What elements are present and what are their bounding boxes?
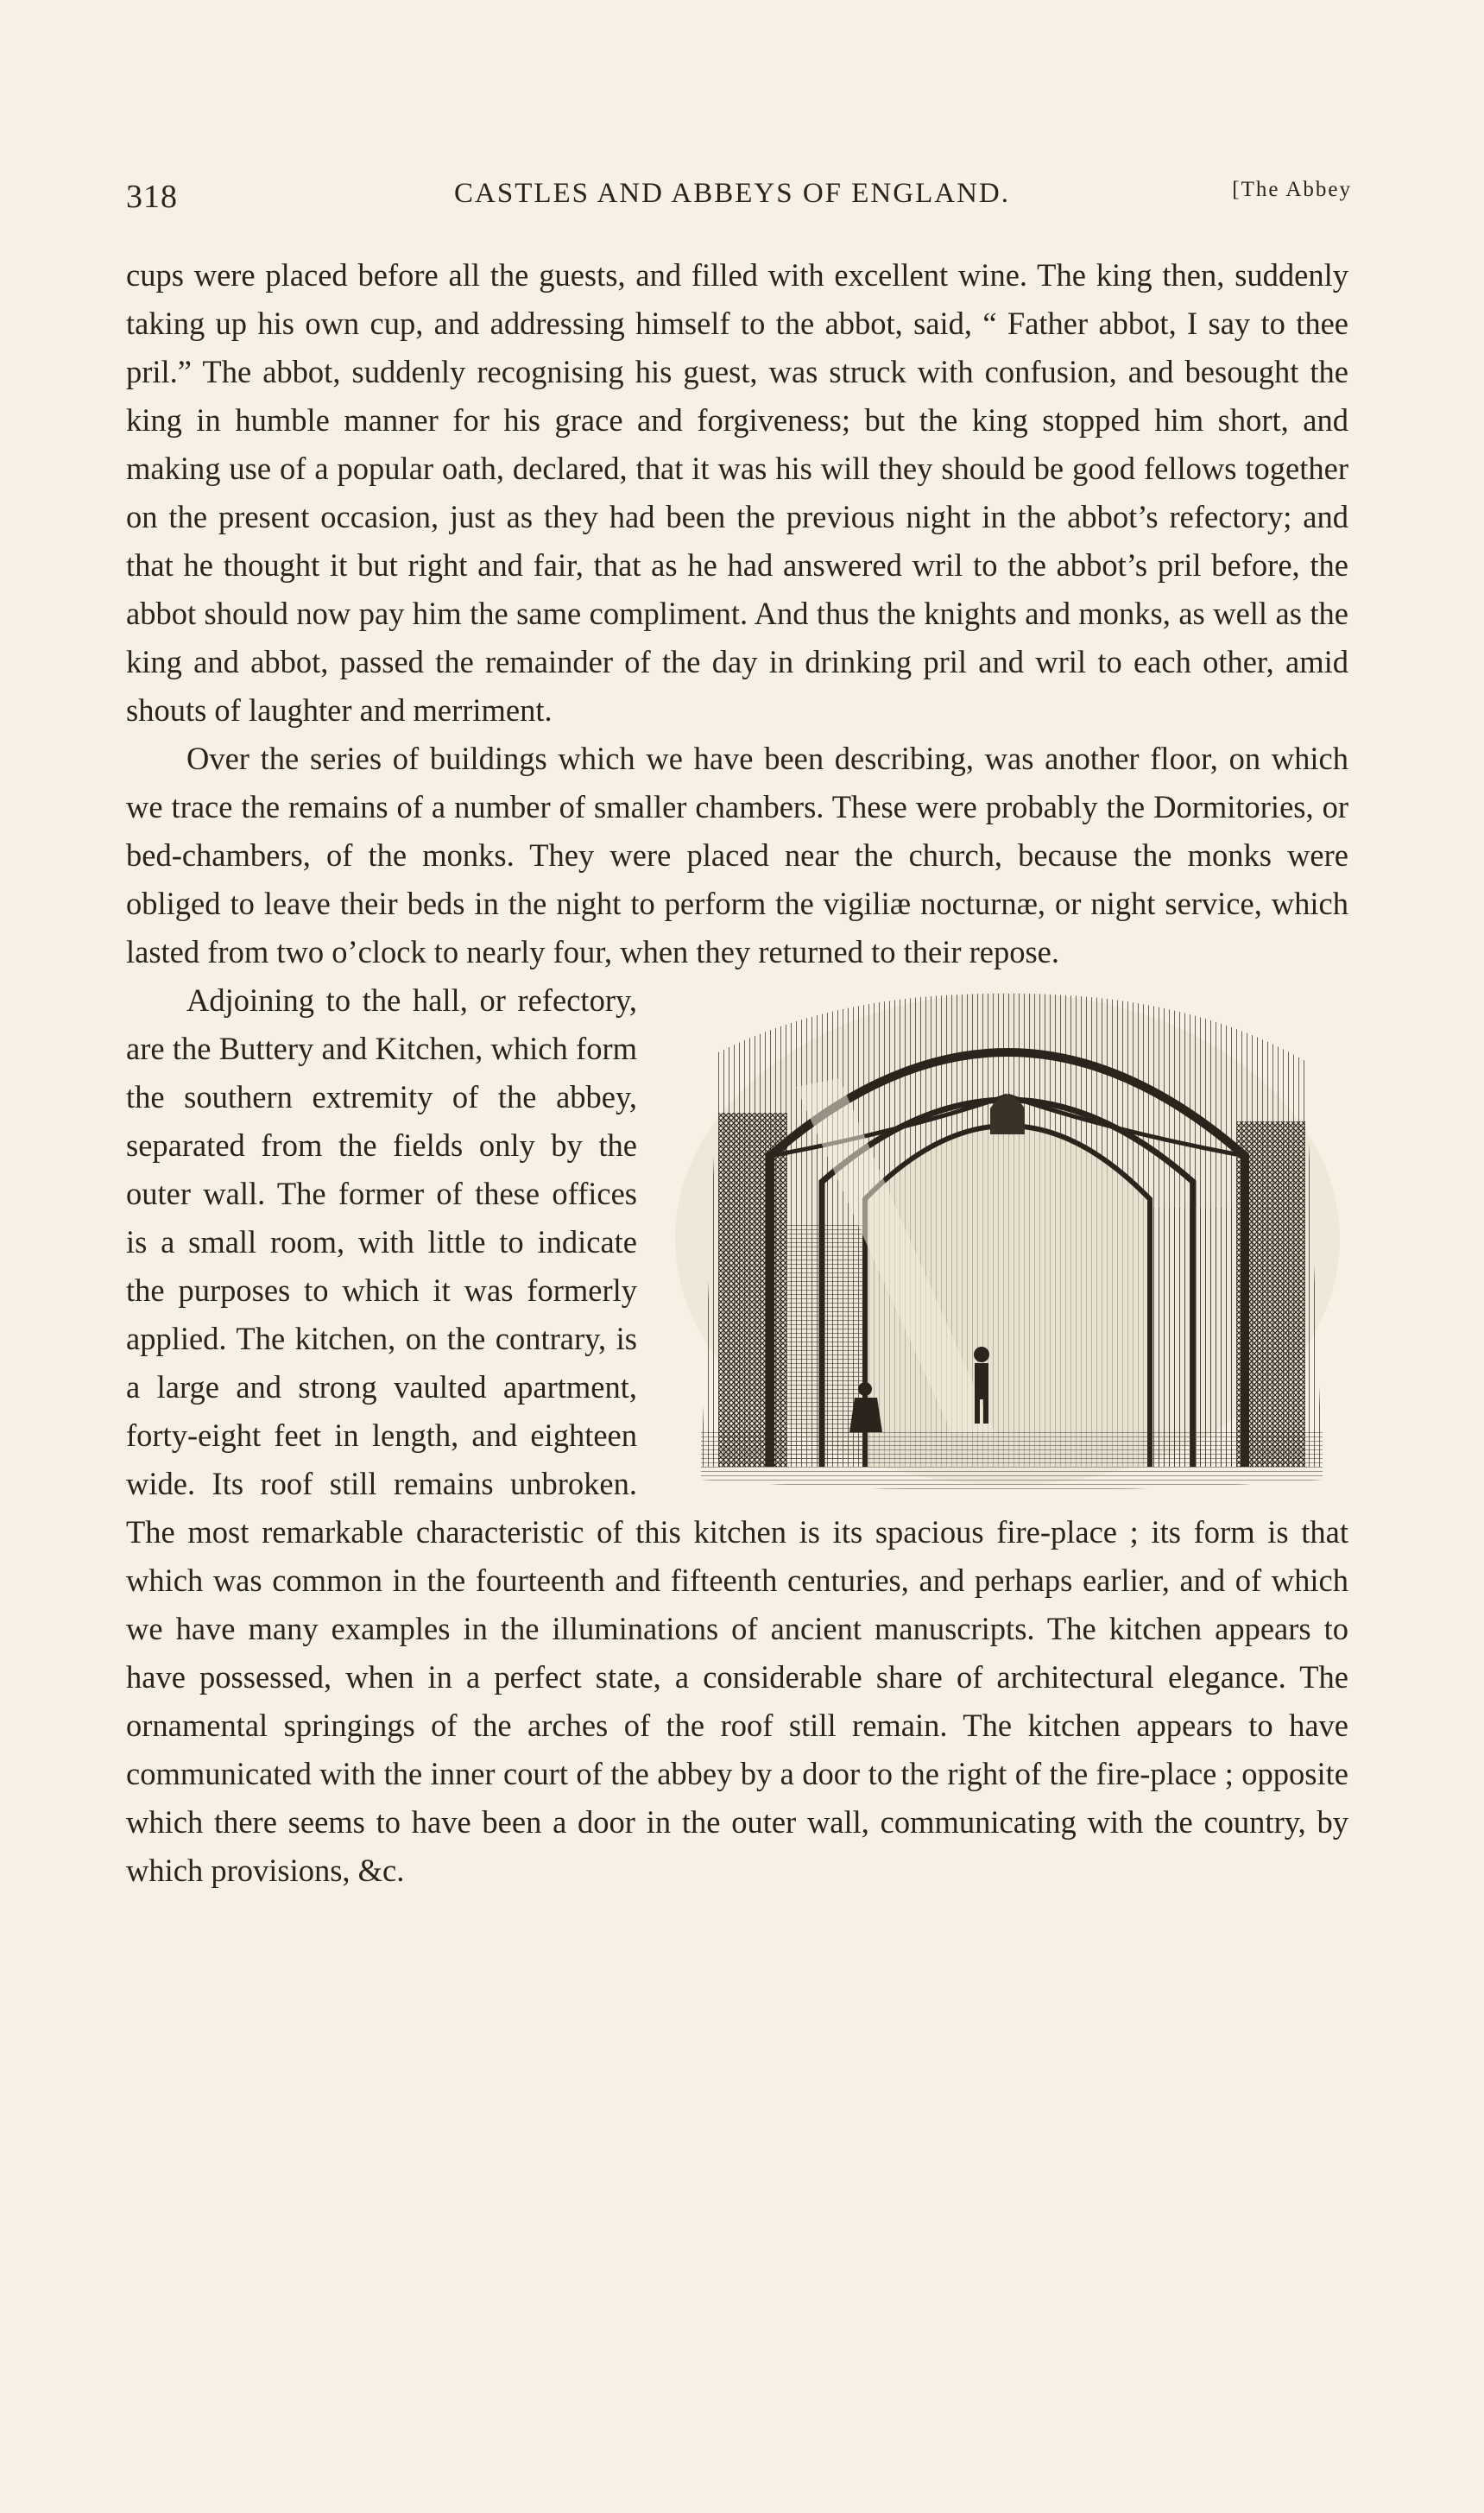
paragraph-1: cups were placed before all the guests, and filled with excellent wine. The king then, suddenly taking up his own cup, and addressing himself to the abbot, said, “ Father abbot, I say to thee pril.” The abbot, suddenly recognising his guest, was struck with confusion, and besought the king in humble manner for his grace and forgiveness; but the king stopped him short, and making use of a popular oath, declared, that it was his will they should be good fellows together on the present occasion, just as they had been the previous night in the abbot’s refectory; and that he thought it but right and fair, that as he had answered wril to the abbot’s pril before, the abbot should now pay him the same compliment. And thus the knights and monks, as well as the king and abbot, passed the remainder of the day in drinking pril and wril to each other, amid shouts of laughter and merriment. bbox=[126, 257, 1348, 728]
running-header bbox=[126, 169, 1352, 215]
page-number: 318 bbox=[126, 179, 178, 215]
kitchen-engraving bbox=[666, 983, 1348, 1495]
running-title: CASTLES AND ABBEYS OF ENGLAND. bbox=[454, 178, 1010, 209]
paragraph-3-text: Adjoining to the hall, or refectory, are the Buttery and Kitchen, which form the southern extremity of the abbey, separated from the fields only by the outer wall. The former of these offices is a small room, with little to indicate the purposes to which it was formerly applied. The kitchen, on the contrary, is a large and strong vaulted apartment, forty-eight feet in length, and eighteen wide. Its roof still remains unbroken. The most remarkable characteristic of this kitchen is its spacious fire-place ; its form is that which was common in the fourteenth and fifteenth centuries, and perhaps earlier, and of which we have many examples in the illuminations of ancient manuscripts. The kitchen appears to have possessed, when in a perfect state, a considerable share of architectural elegance. The ornamental springings of the arches of the roof still remain. The kitchen appears to have communicated with the inner court of the abbey by a door to the right of the fire-place ; opposite which there seems to have been a door in the outer wall, communicating with the country, by which provisions, &c. bbox=[126, 982, 1348, 1888]
body-text bbox=[126, 251, 1348, 1895]
vaulted-kitchen-illustration bbox=[666, 983, 1348, 1495]
paragraph-3 bbox=[126, 976, 1348, 1895]
paragraph-2: Over the series of buildings which we have been describing, was another floor, on which we trace the remains of a number of smaller chambers. These were probably the Dormitories, or bed-chambers, of the monks. They were placed near the church, because the monks were obliged to leave their beds in the night to perform the vigiliæ nocturnæ, or night service, which lasted from two o’clock to nearly four, when they returned to their repose. bbox=[126, 741, 1348, 969]
section-label: [The Abbey bbox=[1232, 178, 1352, 201]
